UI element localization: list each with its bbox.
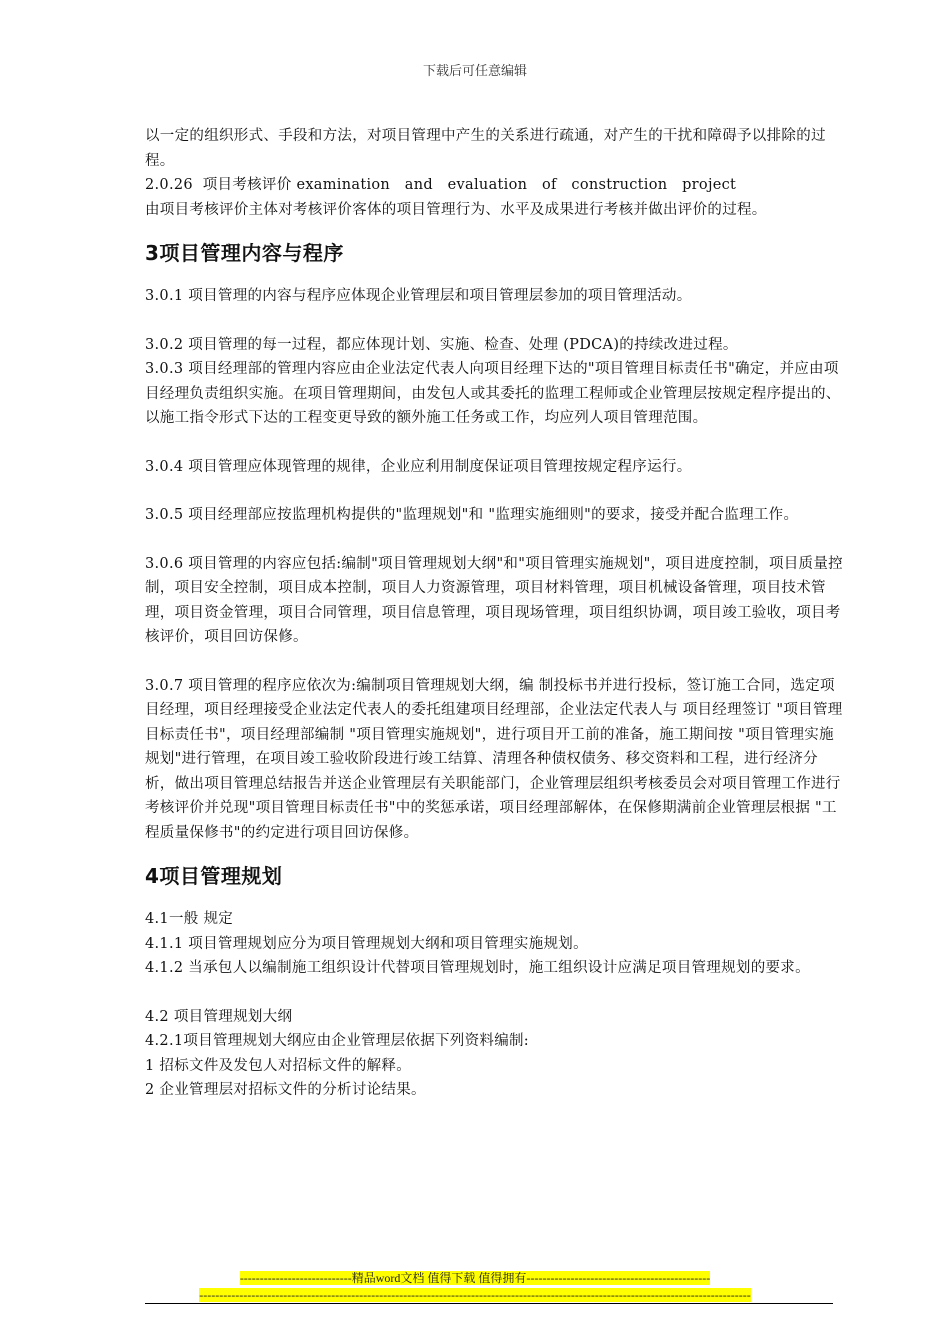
section-3-title: 3项目管理内容与程序 [145,241,344,265]
clause-4-2: 4.2 项目管理规划大纲 [145,1008,293,1025]
clause-3-0-5: 3.0.5 项目经理部应按监理机构提供的"监理规划"和 "监理实施细则"的要求，接受并配合监理工作。 [145,507,799,523]
clause-3-0-2: 3.0.2 项目管理的每一过程，都应体现计划、实施、检查、处理 (PDCA)的持续改进过程。 [145,336,738,353]
footer-dash-line: ------------------------------------------------------------------------------------------------------------------------------------------ [199,1288,751,1302]
page-header: 下载后可任意编辑 [422,64,527,79]
term-heading: 2.0.26 项目考核评价 examination and evaluation of construction project [145,177,737,193]
document-body [145,124,845,1103]
list-item: 1 招标文件及发包人对招标文件的解释。 [145,1057,412,1074]
clause-3-0-4: 3.0.4 项目管理应体现管理的规律，企业应利用制度保证项目管理按规定程序运行。 [145,458,692,475]
footer-rule [145,1303,833,1304]
clause-3-0-1: 3.0.1 项目管理的内容与程序应体现企业管理层和项目管理层参加的项目管理活动。 [145,288,692,304]
clause-3-0-6: 3.0.6 项目管理的内容应包括:编制"项目管理规划大纲"和"项目管理实施规划"，项目进度控制，项目质量控制，项目安全控制，项目成本控制，项目人力资源管理，项目材料管理，项目机械设备管理，项目技术管理，项目资金管理，项目合同管理，项目信息管理，项目现场管理，项目组织协调，项目竣工验收，项目考核评价，项目回访保修。 [145,555,843,645]
list-item: 2 企业管理层对招标文件的分析讨论结果。 [145,1082,426,1098]
page-footer [0,1270,950,1304]
paragraph: 以一定的组织形式、手段和方法，对项目管理中产生的关系进行疏通，对产生的干扰和障碍予以排除的过程。 [145,128,826,169]
section-4-title: 4项目管理规划 [145,864,283,888]
clause-4-2-1: 4.2.1项目管理规划大纲应由企业管理层依据下列资料编制: [145,1033,529,1049]
clause-3-0-3: 3.0.3 项目经理部的管理内容应由企业法定代表人向项目经理下达的"项目管理目标责任书"确定，并应由项目经理负责组织实施。在项目管理期间，由发包人或其委托的监理工程师或企业管理层按规定程序提出的、以施工指令形式下达的工程变更导致的额外施工任务或工作，均应列人项目管理范围。 [145,361,841,426]
paragraph: 由项目考核评价主体对考核评价客体的项目管理行为、水平及成果进行考核并做出评价的过程。 [145,201,767,218]
clause-3-0-7: 3.0.7 项目管理的程序应依次为:编制项目管理规划大纲，编 制投标书并进行投标，签订施工合同，选定项目经理，项目经理接受企业法定代表人的委托组建项目经理部，企业法定代表人与 项目经理签订 "项目管理目标责任书"，项目经理部编制 "项目管理实施规划"，进行项目开工前的准备，施工期间按 "项目管理实施规划"进行管理，在项目竣工验收阶段进行竣工结算、清理各种债权债务、移交资料和工程，进行经济分析，做出项目管理总结报告并送企业管理层有关职能部门，企业管理层组织考核委员会对项目管理工作进行考核评价并兑现"项目管理目标责任书"中的奖惩承诺，项目经理部解体，在保修期满前企业管理层根据 "工程质量保修书"的约定进行项目回访保修。 [145,677,843,841]
clause-4-1-1: 4.1.1 项目管理规划应分为项目管理规划大纲和项目管理实施规划。 [145,935,588,952]
clause-4-1-2: 4.1.2 当承包人以编制施工组织设计代替项目管理规划时，施工组织设计应满足项目管理规划的要求。 [145,960,810,976]
footer-banner: ----------------------------精品word文档 值得下载 值得拥有---------------------------------------------- [239,1271,711,1285]
clause-4-1: 4.1一般 规定 [145,911,234,927]
